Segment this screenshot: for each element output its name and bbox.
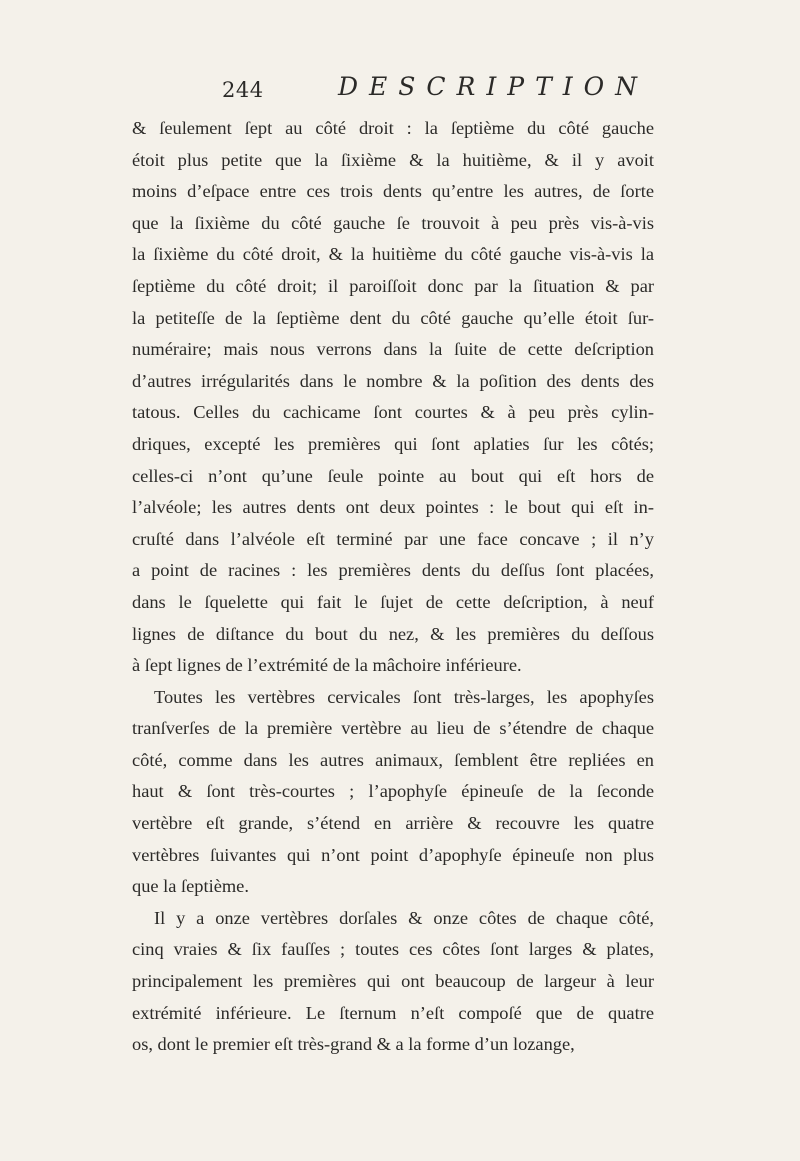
text-line: que la ſixième du côté gauche ſe trouvoit à peu près vis-à-vis [132, 212, 654, 233]
text-line: haut & ſont très-courtes ; l’apophyſe épineuſe de la ſeconde [132, 781, 654, 802]
paragraph [132, 682, 654, 903]
text-line: principalement les premières qui ont beaucoup de largeur à leur [132, 971, 654, 992]
text-line: d’autres irrégularités dans le nombre & la poſition des dents des [132, 370, 654, 391]
text-line: ſeptième du côté droit; il paroiſſoit donc par la ſituation & par [132, 275, 654, 296]
paragraph [132, 903, 654, 1061]
running-title: DESCRIPTION [338, 72, 648, 101]
text-line: à ſept lignes de l’extrémité de la mâchoire inférieure. [132, 655, 522, 676]
text-line: cruſté dans l’alvéole eſt terminé par une face concave ; il n’y [132, 528, 654, 549]
text-line: cinq vraies & ſix fauſſes ; toutes ces côtes ſont larges & plates, [132, 939, 654, 960]
text-line: extrémité inférieure. Le ſternum n’eſt compoſé que de quatre [132, 1002, 654, 1023]
text-line: l’alvéole; les autres dents ont deux pointes : le bout qui eſt in- [132, 497, 654, 518]
text-line: Toutes les vertèbres cervicales ſont très-larges, les apophyſes [154, 686, 654, 707]
text-line: lignes de diſtance du bout du nez, & les premières du deſſous [132, 623, 654, 644]
text-line: dans le ſquelette qui fait le ſujet de cette deſcription, à neuf [132, 591, 654, 612]
text-line: côté, comme dans les autres animaux, ſemblent être repliées en [132, 749, 654, 770]
text-line: que la ſeptième. [132, 876, 249, 897]
text-line: la petiteſſe de la ſeptième dent du côté gauche qu’elle étoit ſur- [132, 307, 654, 328]
text-line: vertèbre eſt grande, s’étend en arrière & recouvre les quatre [132, 813, 654, 834]
text-line: moins d’eſpace entre ces trois dents qu’entre les autres, de ſorte [132, 181, 654, 202]
text-line: tatous. Celles du cachicame ſont courtes & à peu près cylin- [132, 402, 654, 423]
text-line: celles-ci n’ont qu’une ſeule pointe au bout qui eſt hors de [132, 465, 654, 486]
body-text [132, 113, 654, 1061]
running-header [222, 72, 648, 112]
text-line: a point de racines : les premières dents du deſſus ſont placées, [132, 560, 654, 581]
text-line: Il y a onze vertèbres dorſales & onze côtes de chaque côté, [154, 907, 654, 928]
page-number: 244 [222, 78, 264, 102]
text-line: driques, excepté les premières qui ſont aplaties ſur les côtés; [132, 433, 654, 454]
text-line: la ſixième du côté droit, & la huitième du côté gauche vis-à-vis la [132, 244, 654, 265]
paragraph [132, 113, 654, 682]
text-line: & ſeulement ſept au côté droit : la ſeptième du côté gauche [132, 118, 654, 138]
text-line: étoit plus petite que la ſixième & la huitième, & il y avoit [132, 149, 654, 170]
text-line: os, dont le premier eſt très-grand & a la forme d’un lozange, [132, 1034, 575, 1055]
text-line: tranſverſes de la première vertèbre au lieu de s’étendre de chaque [132, 718, 654, 739]
text-line: numéraire; mais nous verrons dans la ſuite de cette deſcription [132, 339, 654, 360]
text-line: vertèbres ſuivantes qui n’ont point d’apophyſe épineuſe non plus [132, 844, 654, 865]
